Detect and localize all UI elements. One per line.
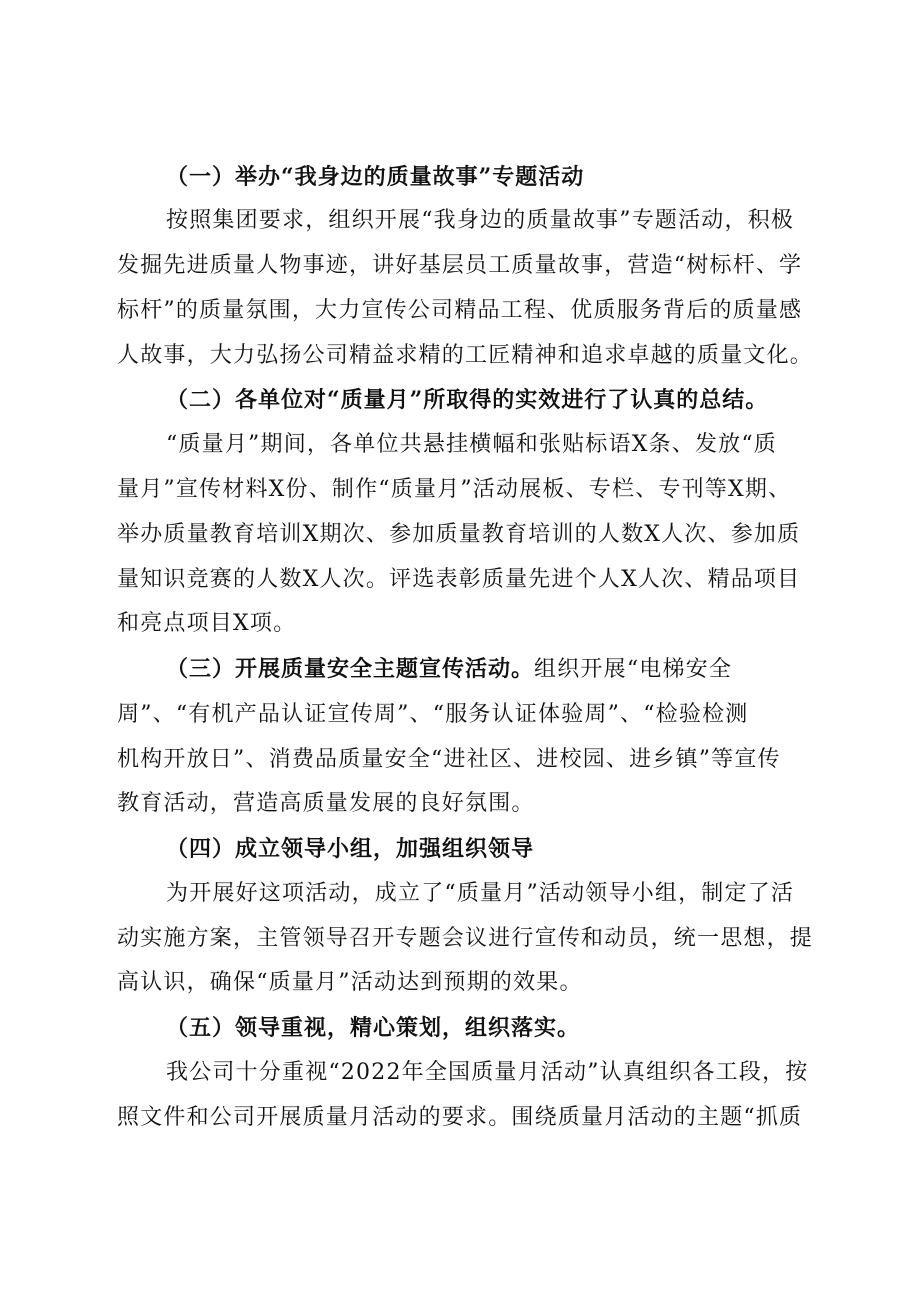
section-4-heading: （四）成立领导小组，加强组织领导 <box>166 836 535 862</box>
section-2-line-4: 量知识竞赛的人数X人次。评选表彰质量先进个人X人次、精品项目 <box>117 567 801 592</box>
section-2-line-2: 量月”宣传材料X份、制作“质量月”活动展板、专栏、专刊等X期、 <box>117 477 792 502</box>
section-3-line-2: 机构开放日”、消费品质量安全“进社区、进校园、进乡镇”等宣传 <box>117 747 781 772</box>
section-1-line-1: 按照集团要求，组织开展“我身边的质量故事”专题活动，积极 <box>166 208 795 233</box>
section-2-line-1: “质量月”期间，各单位共悬挂横幅和张贴标语X条、发放“质 <box>166 432 778 457</box>
section-2-line-5: 和亮点项目X项。 <box>117 611 297 636</box>
section-2-heading: （二）各单位对“质量月”所取得的实效进行了认真的总结。 <box>166 387 769 413</box>
section-1-line-2: 发掘先进质量人物事迹，讲好基层员工质量故事，营造“树标杆、学 <box>117 253 803 278</box>
section-5-line-1: 我公司十分重视“2022年全国质量月活动”认真组织各工段，按 <box>166 1060 809 1085</box>
section-4-line-1: 为开展好这项活动，成立了“质量月”活动领导小组，制定了活 <box>166 881 795 906</box>
section-3-line-3: 教育活动，营造高质量发展的良好氛围。 <box>117 791 535 816</box>
section-4-line-2: 动实施方案，主管领导召开专题会议进行宣传和动员，统一思想，提 <box>117 926 814 951</box>
section-5-heading: （五）领导重视，精心策划，组织落实。 <box>166 1015 581 1041</box>
section-2-line-3: 举办质量教育培训X期次、参加质量教育培训的人数X人次、参加质 <box>117 522 801 547</box>
section-3-heading-tail: 组织开展“电梯安全 <box>534 657 733 682</box>
section-5-line-2: 照文件和公司开展质量月活动的要求。围绕质量月活动的主题“抓质 <box>117 1105 803 1130</box>
section-1-heading: （一）举办“我身边的质量故事”专题活动 <box>166 164 585 190</box>
section-1-line-4: 人故事，大力弘扬公司精益求精的工匠精神和追求卓越的质量文化。 <box>117 343 814 368</box>
section-4-line-3: 高认识，确保“质量月”活动达到预期的效果。 <box>117 970 583 995</box>
section-3-first-line <box>166 654 732 685</box>
section-1-line-3: 标杆”的质量氛围，大力宣传公司精品工程、优质服务背后的质量感 <box>117 298 803 323</box>
section-3-heading: （三）开展质量安全主题宣传活动。 <box>166 656 535 682</box>
section-3-line-1: 周”、“有机产品认证宣传周”、“服务认证体验周”、“检验检测 <box>117 702 749 727</box>
